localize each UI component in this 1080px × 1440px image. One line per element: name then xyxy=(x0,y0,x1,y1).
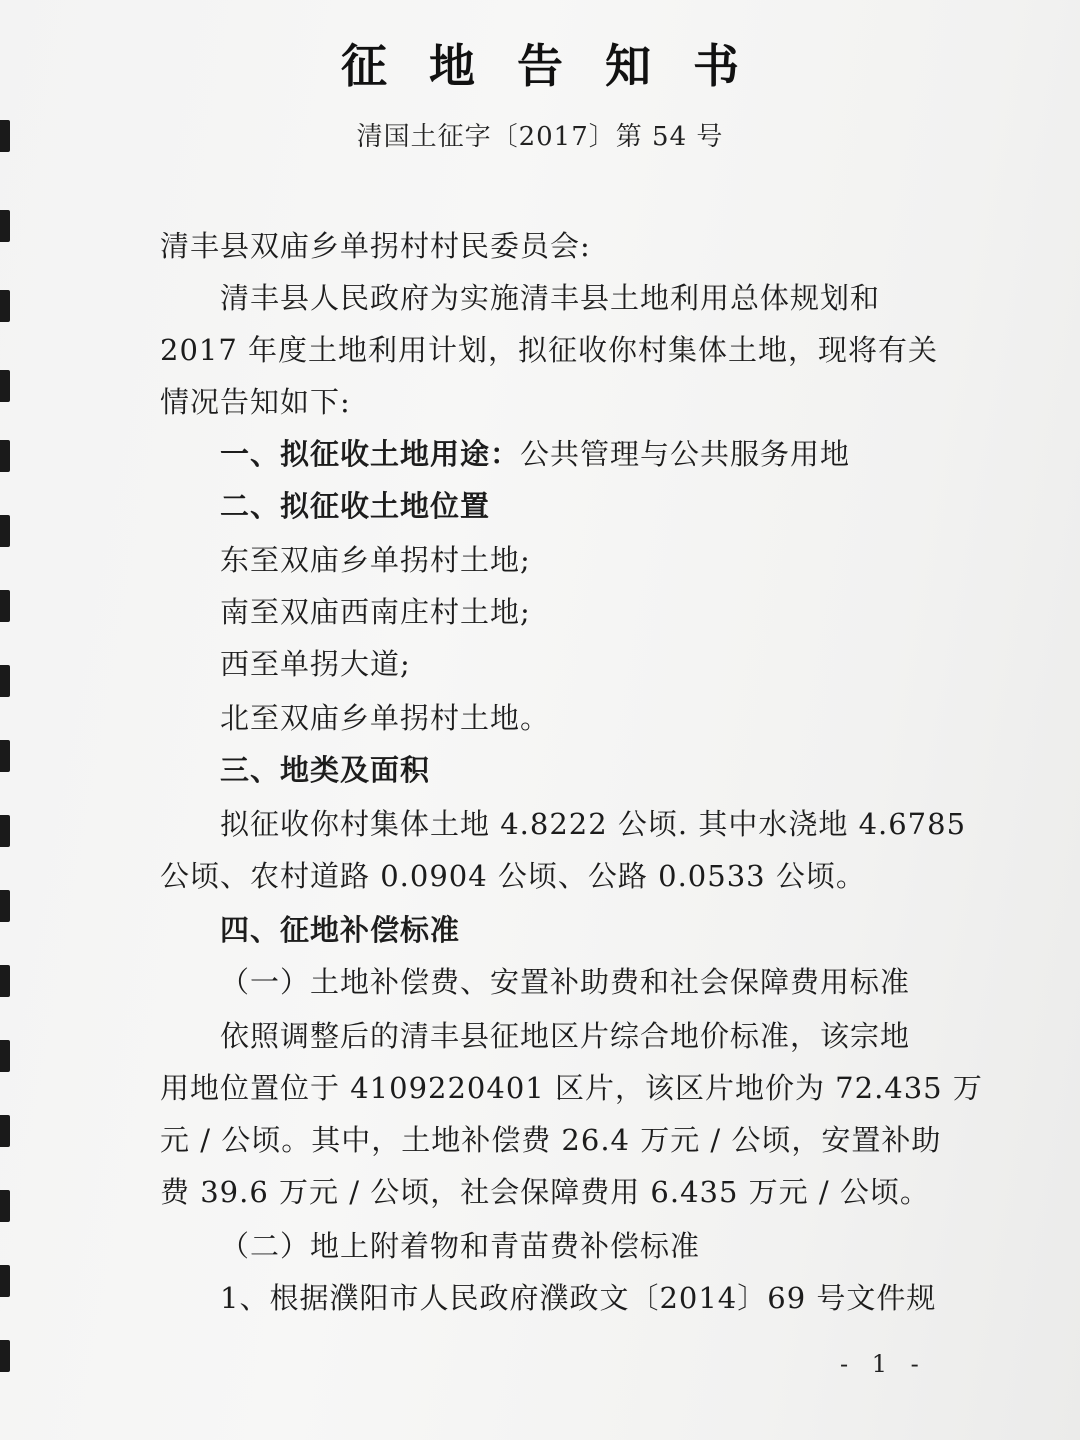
page-number: - 1 - xyxy=(840,1350,927,1378)
intro-line: 2017 年度土地利用计划，拟征收你村集体土地，现将有关 xyxy=(160,333,939,367)
compensation-line: 用地位置位于 4109220401 区片，该区片地价为 72.435 万 xyxy=(160,1071,983,1105)
location-item: 北至双庙乡单拐村土地。 xyxy=(220,701,551,735)
location-item: 东至双庙乡单拐村土地; xyxy=(220,543,531,577)
compensation-line: 1、根据濮阳市人民政府濮政文〔2014〕69 号文件规 xyxy=(220,1281,937,1315)
document-number: 清国土征字〔2017〕第 54 号 xyxy=(356,122,724,152)
section2-heading: 二、拟征收土地位置 xyxy=(220,489,491,523)
section4-heading: 四、征地补偿标准 xyxy=(220,913,461,947)
area-line: 公顷、农村道路 0.0904 公顷、公路 0.0533 公顷。 xyxy=(160,859,866,893)
subsection-heading: （一）土地补偿费、安置补助费和社会保障费用标准 xyxy=(220,965,911,999)
section1-line xyxy=(220,434,850,474)
section3-heading: 三、地类及面积 xyxy=(220,753,431,787)
area-line: 拟征收你村集体土地 4.8222 公顷. 其中水浇地 4.6785 xyxy=(220,807,967,841)
subsection-heading: （二）地上附着物和青苗费补偿标准 xyxy=(220,1229,701,1263)
intro-line: 清丰县人民政府为实施清丰县土地利用总体规划和 xyxy=(220,281,881,315)
location-item: 西至单拐大道; xyxy=(220,647,411,681)
addressee: 清丰县双庙乡单拐村村民委员会: xyxy=(160,229,591,263)
intro-line: 情况告知如下: xyxy=(160,385,351,419)
compensation-line: 元 / 公顷。其中，土地补偿费 26.4 万元 / 公顷，安置补助 xyxy=(160,1123,942,1157)
location-item: 南至双庙西南庄村土地; xyxy=(220,595,531,629)
compensation-line: 费 39.6 万元 / 公顷，社会保障费用 6.435 万元 / 公顷。 xyxy=(160,1175,930,1209)
section1-value: 公共管理与公共服务用地 xyxy=(520,437,851,471)
section1-heading: 一、拟征收土地用途： xyxy=(220,437,521,471)
document-title: 征地告知书 xyxy=(341,39,781,93)
compensation-line: 依照调整后的清丰县征地区片综合地价标准，该宗地 xyxy=(220,1019,911,1053)
